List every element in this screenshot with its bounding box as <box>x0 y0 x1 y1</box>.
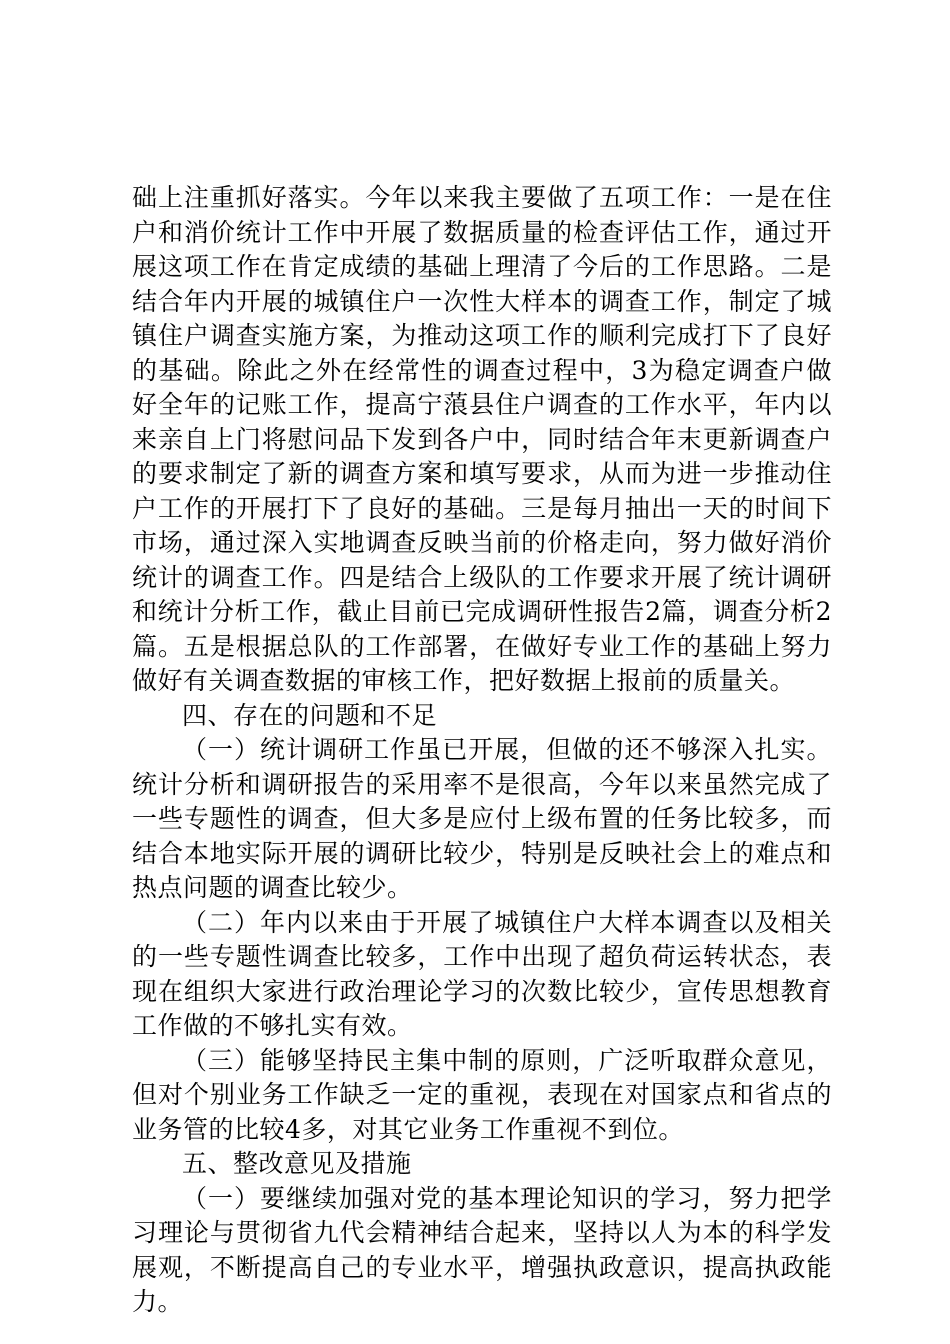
body-paragraph: （一）统计调研工作虽已开展，但做的还不够深入扎实。统计分析和调研报告的采用率不是很高，今年以来虽然完成了一些专题性的调查，但大多是应付上级布置的任务比较多，而结合本地实际开展的调研比较少，特别是反映社会上的难点和热点问题的调查比较少。 <box>132 735 832 902</box>
body-paragraph: 础上注重抓好落实。今年以来我主要做了五项工作：一是在住户和消价统计工作中开展了数据质量的检查评估工作，通过开展这项工作在肯定成绩的基础上理清了今后的工作思路。二是结合年内开展的城镇住户一次性大样本的调查工作，制定了城镇住户调查实施方案，为推动这项工作的顺利完成打下了良好的基础。除此之外在经常性的调查过程中，3为稳定调查户做好全年的记账工作，提高宁蒗县住户调查的工作水平，年内以来亲自上门将慰问品下发到各户中，同时结合年末更新调查户的要求制定了新的调查方案和填写要求，从而为进一步推动住户工作的开展打下了良好的基础。三是每月抽出一天的时间下市场，通过深入实地调查反映当前的价格走向，努力做好消价统计的调查工作。四是结合上级队的工作要求开展了统计调研和统计分析工作，截止目前已完成调研性报告2篇，调查分析2篇。五是根据总队的工作部署，在做好专业工作的基础上努力做好有关调查数据的审核工作，把好数据上报前的质量关。 <box>132 183 832 695</box>
section-heading: 四、存在的问题和不足 <box>182 700 438 730</box>
body-paragraph: （三）能够坚持民主集中制的原则，广泛听取群众意见，但对个别业务工作缺乏一定的重视，表现在对国家点和省点的业务管的比较4多，对其它业务工作重视不到位。 <box>132 1045 832 1144</box>
body-paragraph: （二）年内以来由于开展了城镇住户大样本调查以及相关的一些专题性调查比较多，工作中出现了超负荷运转状态，表现在组织大家进行政治理论学习的次数比较少，宣传思想教育工作做的不够扎实有效。 <box>132 907 832 1040</box>
body-paragraph: （一）要继续加强对党的基本理论知识的学习，努力把学习理论与贯彻省九代会精神结合起来，坚持以人为本的科学发展观，不断提高自己的专业水平，增强执政意识，提高执政能力。 <box>132 1183 832 1316</box>
document-body <box>132 181 832 1320</box>
section-heading: 五、整改意见及措施 <box>182 1149 412 1178</box>
